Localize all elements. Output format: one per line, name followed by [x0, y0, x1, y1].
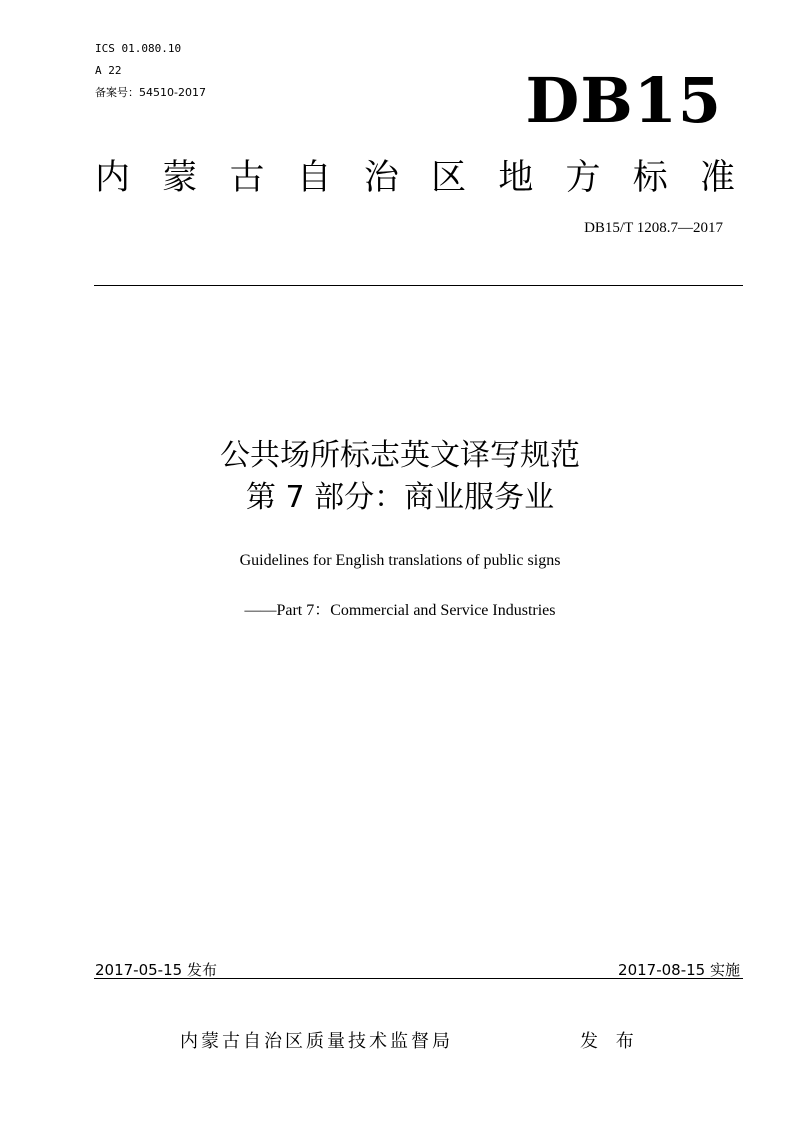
classification-code: A 22 [95, 64, 122, 77]
standard-type-char: 地 [498, 158, 534, 198]
standard-type-char: 方 [565, 158, 601, 198]
standard-type-char: 治 [363, 158, 399, 198]
record-number: 备案号：54510-2017 [95, 86, 206, 99]
standard-type-char: 蒙 [162, 158, 198, 198]
bottom-divider [94, 978, 743, 979]
standard-type-char: 准 [699, 158, 735, 198]
title-en-line1: Guidelines for English translations of public signs [239, 552, 561, 569]
title-en-line2: ——Part 7：Commercial and Service Industries [244, 602, 556, 619]
standard-type-char: 区 [431, 158, 467, 198]
top-divider [94, 285, 743, 286]
standard-number: DB15/T 1208.7—2017 [584, 220, 723, 236]
standard-type-char: 古 [229, 158, 265, 198]
title-cn-line2: 第 7 部分：商业服务业 [245, 480, 555, 515]
standard-type-heading [95, 154, 735, 202]
implementation-date: 2017-08-15 实施 [618, 961, 740, 979]
issuing-authority: 内蒙古自治区质量技术监督局 [180, 1031, 453, 1052]
issue-date: 2017-05-15 发布 [95, 961, 217, 979]
standard-type-char: 标 [632, 158, 668, 198]
standard-type-char: 内 [95, 158, 131, 198]
issue-action: 发 布 [580, 1031, 640, 1052]
standard-logo: DB15 [525, 64, 722, 137]
ics-code: ICS 01.080.10 [95, 42, 182, 55]
standard-type-char: 自 [296, 158, 332, 198]
title-cn-line1: 公共场所标志英文译写规范 [220, 438, 580, 473]
